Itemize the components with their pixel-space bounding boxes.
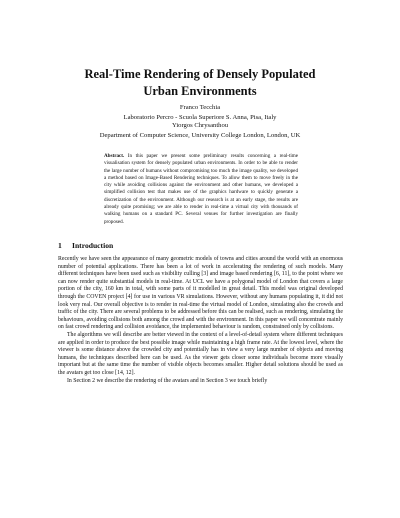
title-line: Urban Environments	[143, 84, 257, 98]
author-affiliation: Laboratorio Percro - Scuola Superiore S. Anna, Pisa, Italy	[123, 114, 277, 121]
author-block	[0, 121, 400, 141]
section-heading	[58, 241, 113, 251]
author-block	[0, 103, 400, 123]
abstract	[104, 153, 298, 226]
section-number: 1	[58, 241, 62, 250]
body-text	[58, 256, 343, 385]
author-name: Franco Tecchia	[179, 104, 221, 111]
abstract-label: Abstract.	[104, 153, 125, 159]
abstract-text: In this paper we present some preliminary results concerning a real-time visualisation system for densely populated urban environments. In order to be able to render the large number of humans without compromising too much the image quality, we developed a method based on Image-Based Rendering techniques. To allow them to move freely in the city while avoiding collisions against the environment and other humans, we developed a simplified collision test that makes use of the graphics hardware to quickly generate a discretization of the environment. Although our research is at an early stage, the results are already quite promising; we are able to render in real-time a virtual city with thousands of walking humans on a standard PC. Several venues for further investigation are finally proposed.	[104, 153, 298, 225]
author-name: Yiorgos Chrysanthou	[171, 122, 229, 129]
title-line: Real-Time Rendering of Densely Populated	[84, 67, 316, 81]
paper-title	[0, 66, 400, 100]
author-affiliation: Department of Computer Science, University College London, London, UK	[99, 132, 301, 139]
paragraph: The algorithms we will describe are better viewed in the context of a level-of-detail system where different techniques are applied in order to produce the best possible image while maintaining a high frame rate. At the lowest level, where the viewer is some distance above the crowded city and potentially has in view a very large number of objects and moving humans, the techniques described here can be used. As the viewer gets closer some individuals become more visually important but at the same time the number of visible objects becomes smaller. Higher detail solutions should be used as the avatars get too close [14, 12].	[58, 331, 343, 376]
section-title: Introduction	[72, 241, 114, 250]
paragraph: Recently we have seen the appearance of many geometric models of towns and cities around the world with an enormous number of potential applications. There has been a lot of work in accelerating the rendering of such models. Many different techniques have been used such as visibility culling [3] and image based rendering [6, 11], to the point where we can now render quite substantial models in real-time. At UCL we have a polygonal model of London that covers a large portion of the city, 160 km in total, with some parts of it modelled in great detail. This model was original developed through the COVEN project [4] for use in various VR simulations. However, without any humans populating it, it did not look very real. Our overall objective is to render in real-time the virtual model of London, simulating also the crowds and traffic of the city. There are several problems to be addressed before this can be realised, such as rendering, simulating the behaviours, avoiding collisions both among the crowd and with the environment. In this paper we will concentrate mainly on fast crowd rendering and collision avoidance, the implemented behaviour is random, constrained only by collisions.	[58, 256, 343, 331]
paragraph: In Section 2 we describe the rendering of the avatars and in Section 3 we touch briefly	[67, 377, 268, 384]
